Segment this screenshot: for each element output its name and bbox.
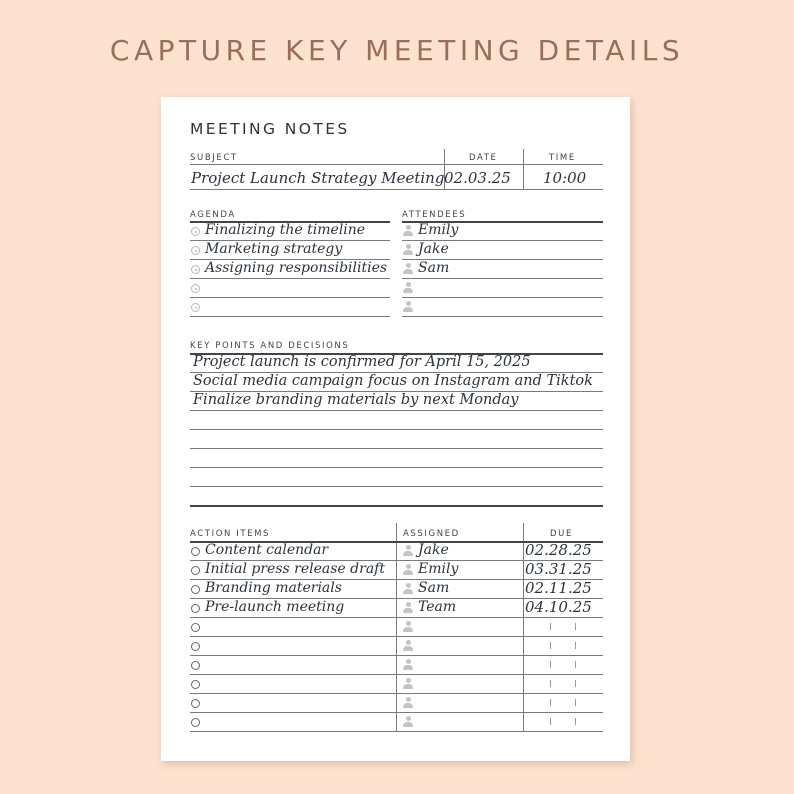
attendee-row-line	[402, 278, 603, 279]
attendee-row-line	[402, 316, 603, 317]
header-bottom-line	[190, 189, 603, 190]
action-row-line	[190, 731, 603, 732]
agenda-item[interactable]: Finalizing the timeline	[205, 222, 366, 238]
due-date-separator	[575, 642, 576, 649]
banner-heading: CAPTURE KEY MEETING DETAILS	[109, 34, 685, 67]
sheet-title: MEETING NOTES	[190, 120, 350, 138]
agenda-bullet-icon	[191, 227, 200, 236]
key-points-label: KEY POINTS AND DECISIONS	[190, 341, 350, 351]
key-point-row-line	[190, 429, 603, 430]
assigned-person-icon	[403, 678, 413, 689]
action-due-date[interactable]: 04.10.25	[525, 598, 592, 616]
assigned-person-icon	[403, 659, 413, 670]
assigned-person-icon	[403, 602, 413, 613]
time-value[interactable]: 10:00	[543, 169, 587, 187]
action-checkbox-icon[interactable]	[191, 642, 200, 651]
action-due-date[interactable]: 03.31.25	[525, 560, 592, 578]
assigned-person-icon	[403, 640, 413, 651]
assigned-label: ASSIGNED	[403, 529, 460, 539]
action-assigned-name[interactable]: Team	[418, 599, 457, 615]
assigned-person-icon	[403, 545, 413, 556]
agenda-bullet-icon	[191, 265, 200, 274]
action-checkbox-icon[interactable]	[191, 604, 200, 613]
action-due-date[interactable]: 02.11.25	[525, 579, 592, 597]
due-date-separator	[550, 718, 551, 725]
action-row-line	[190, 674, 603, 675]
action-row-line	[190, 617, 603, 618]
agenda-row-line	[190, 278, 390, 279]
action-checkbox-icon[interactable]	[191, 699, 200, 708]
time-label: TIME	[549, 153, 576, 163]
attendee-person-icon	[403, 301, 413, 312]
due-date-separator	[550, 699, 551, 706]
subject-label: SUBJECT	[190, 153, 238, 163]
due-date-separator	[575, 623, 576, 630]
due-date-separator	[550, 623, 551, 630]
attendee-person-icon	[403, 244, 413, 255]
attendees-label: ATTENDEES	[402, 210, 467, 220]
due-date-separator	[550, 642, 551, 649]
assigned-person-icon	[403, 564, 413, 575]
due-date-separator	[550, 680, 551, 687]
action-row-line	[190, 655, 603, 656]
agenda-row-line	[190, 297, 390, 298]
action-checkbox-icon[interactable]	[191, 623, 200, 632]
key-point-text[interactable]: Finalize branding materials by next Monday	[193, 392, 519, 408]
meeting-notes-sheet	[161, 97, 630, 761]
key-point-row-line	[190, 410, 603, 411]
action-items-label: ACTION ITEMS	[190, 529, 271, 539]
action-row-line	[190, 636, 603, 637]
attendee-name[interactable]: Emily	[418, 222, 459, 238]
action-divider-1	[396, 523, 397, 732]
due-date-separator	[575, 699, 576, 706]
agenda-row-line	[190, 316, 390, 317]
assigned-person-icon	[403, 697, 413, 708]
due-date-separator	[550, 661, 551, 668]
action-divider-2	[523, 523, 524, 732]
action-assigned-name[interactable]: Jake	[418, 542, 449, 558]
date-value[interactable]: 02.03.25	[444, 169, 511, 187]
attendee-person-icon	[403, 225, 413, 236]
due-date-separator	[575, 661, 576, 668]
key-point-row-line	[190, 467, 603, 468]
key-point-text[interactable]: Project launch is confirmed for April 15, 2025	[193, 354, 531, 370]
action-item-text[interactable]: Content calendar	[205, 542, 329, 558]
subject-value[interactable]: Project Launch Strategy Meeting	[191, 169, 445, 187]
action-assigned-name[interactable]: Emily	[418, 561, 459, 577]
due-label: DUE	[550, 529, 573, 539]
assigned-person-icon	[403, 621, 413, 632]
key-point-text[interactable]: Social media campaign focus on Instagram and Tiktok	[193, 373, 593, 389]
attendee-person-icon	[403, 282, 413, 293]
action-checkbox-icon[interactable]	[191, 566, 200, 575]
action-item-text[interactable]: Initial press release draft	[205, 561, 385, 577]
action-row-line	[190, 712, 603, 713]
due-date-separator	[575, 680, 576, 687]
agenda-label: AGENDA	[190, 210, 236, 220]
header-divider-2	[523, 149, 524, 190]
action-checkbox-icon[interactable]	[191, 661, 200, 670]
key-point-row-line	[190, 505, 603, 507]
key-point-row-line	[190, 486, 603, 487]
action-item-text[interactable]: Pre-launch meeting	[205, 599, 345, 615]
action-due-date[interactable]: 02.28.25	[525, 541, 592, 559]
action-assigned-name[interactable]: Sam	[418, 580, 450, 596]
action-checkbox-icon[interactable]	[191, 585, 200, 594]
action-checkbox-icon[interactable]	[191, 718, 200, 727]
action-item-text[interactable]: Branding materials	[205, 580, 342, 596]
agenda-bullet-icon	[191, 303, 200, 312]
action-row-line	[190, 693, 603, 694]
agenda-bullet-icon	[191, 246, 200, 255]
header-top-line	[190, 164, 603, 165]
action-checkbox-icon[interactable]	[191, 680, 200, 689]
due-date-separator	[575, 718, 576, 725]
attendee-row-line	[402, 297, 603, 298]
attendee-name[interactable]: Jake	[418, 241, 449, 257]
attendee-person-icon	[403, 263, 413, 274]
date-label: DATE	[469, 153, 498, 163]
assigned-person-icon	[403, 583, 413, 594]
agenda-item[interactable]: Assigning responsibilities	[205, 260, 388, 276]
key-point-row-line	[190, 448, 603, 449]
attendee-name[interactable]: Sam	[418, 260, 450, 276]
action-checkbox-icon[interactable]	[191, 547, 200, 556]
agenda-item[interactable]: Marketing strategy	[205, 241, 343, 257]
agenda-bullet-icon	[191, 284, 200, 293]
assigned-person-icon	[403, 716, 413, 727]
